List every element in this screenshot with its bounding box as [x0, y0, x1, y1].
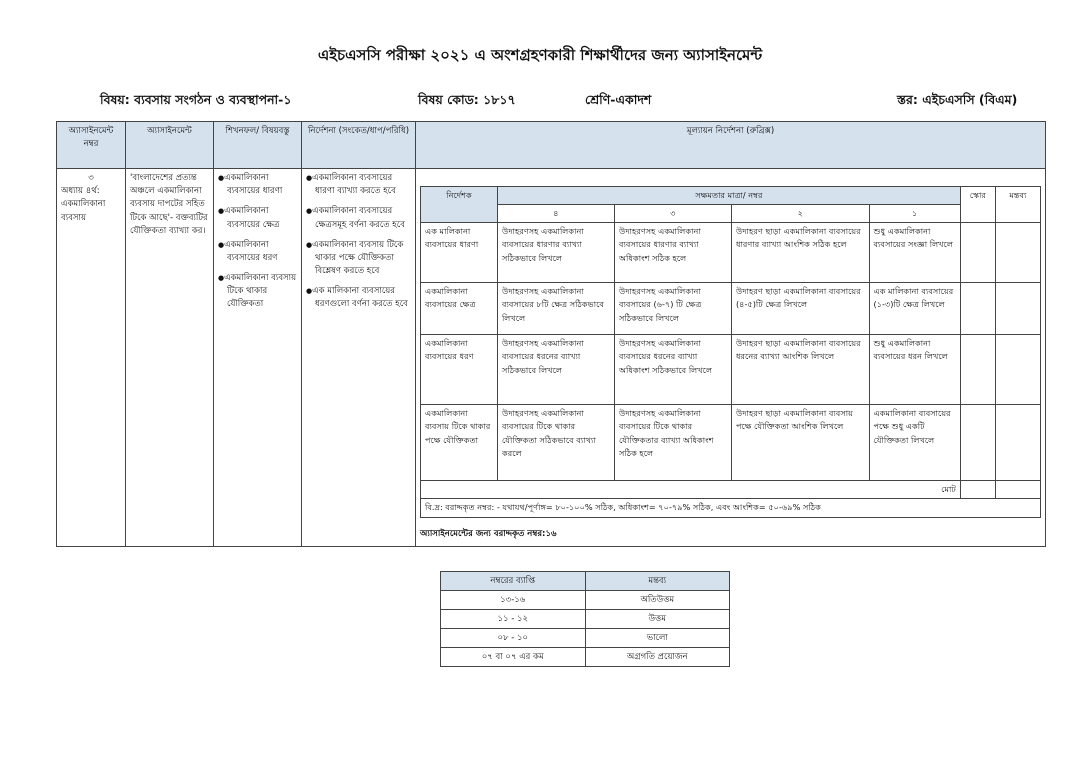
summary-remark: উত্তম — [585, 610, 730, 629]
remark-cell — [995, 335, 1040, 405]
rubric-cell-text: উদাহরণসহ একমালিকানা ব্যবসায়ের ৮টি ক্ষেত্র সঠিকভাবে লিখলে — [497, 283, 614, 335]
summary-row — [441, 629, 730, 648]
total-remark-cell — [995, 481, 1040, 499]
total-label: মোট — [421, 481, 961, 499]
summary-range: ০৮ - ১০ — [441, 629, 586, 648]
summary-range: ১১ - ১২ — [441, 610, 586, 629]
instruction-item: ● এক মালিকানা ব্যবসায়ের ধরণগুলো বর্ণনা করতে হবে — [306, 285, 411, 311]
header-rubric: মূল্যায়ন নির্দেশনা (রুব্রিক্স) — [416, 122, 1046, 169]
remark-cell — [995, 223, 1040, 283]
assignment-table — [56, 121, 1046, 547]
rubric-cell-text: উদাহরণসহ একমালিকানা ব্যবসায়ের ধারণার ব্যাখ্যা সঠিকভাবে লিখলে — [497, 223, 614, 283]
rubric-cell-text: উদাহরণসহ একমালিকানা ব্যবসায়ের ধরনের ব্যাখ্যা সঠিকভাবে লিখলে — [497, 335, 614, 405]
rubric-indicator: একমালিকানা ব্যবসায়ের ক্ষেত্র — [421, 283, 498, 335]
summary-row — [441, 648, 730, 667]
score-summary-table — [440, 571, 730, 667]
assignment-text: 'বাংলাদেশের প্রত্যন্ত অঞ্চলে একমালিকানা ব্যবসায় দাপটের সহিত টিকে আছে'- বক্তব্যটির যৌক্তিকতা ব্যাখ্যা কর। — [126, 169, 214, 547]
learning-item: ● একমালিকানা ব্যবসায়ের ধরণ — [218, 239, 297, 265]
rubric-table — [420, 186, 1041, 518]
score-header: স্কোর — [960, 187, 995, 223]
rubric-indicator: একমালিকানা ব্যবসায়ের ধরণ — [421, 335, 498, 405]
learning-outcomes — [214, 169, 302, 547]
level-label: স্তর: এইচএসসি (বিএম) — [897, 92, 1018, 107]
assignment-number: ৩ — [88, 173, 94, 183]
summary-range-header: নম্বরের ব্যাপ্তি — [441, 572, 586, 591]
document-title: এইচএসসি পরীক্ষা ২০২১ এ অংশগ্রহণকারী শিক্ষার্থীদের জন্য অ্যাসাইনমেন্ট — [317, 46, 763, 64]
header-assignment: অ্যাসাইনমেন্ট — [126, 122, 214, 169]
summary-remark: অগ্রগতি প্রয়োজন — [585, 648, 730, 667]
rubric-cell-text: শুধু একমালিকানা ব্যবসায়ের সংজ্ঞা লিখলে — [869, 223, 960, 283]
rubric-cell-text: উদাহরণ ছাড়া একমালিকানা ব্যবসায়ের ধারণার ব্যাখ্যা আংশিক সঠিক হলে — [731, 223, 869, 283]
summary-remark: অতিউত্তম — [585, 591, 730, 610]
rubric-cell-text: উদাহরণসহ একমালিকানা ব্যবসায়ের ধরনের ব্যাখ্যা অধিকাংশ সঠিকভাবে লিখলে — [614, 335, 731, 405]
instruction-item: ● একমালিকানা ব্যবসায়ের ধারণা ব্যাখ্যা করতে হবে — [306, 172, 411, 198]
score-cell — [960, 335, 995, 405]
level-3: ৩ — [614, 205, 731, 223]
level-2: ২ — [731, 205, 869, 223]
marks-note: বি.দ্র: বরাদ্দকৃত নম্বর: - যথাযথ/পূর্ণাঙ্গ= ৮০-১০০% সঠিক, অধিকাংশ= ৭০-৭৯% সঠিক, এবং আংশিক= ৫০-৬৯% সঠিক — [421, 499, 1041, 517]
rubric-cell-text: উদাহরণসহ একমালিকানা ব্যবসায়ের টিকে থাকার যৌক্তিকতা সঠিকভাবে ব্যাখ্যা করলে — [497, 405, 614, 481]
summary-range: ০৭ বা ০৭ এর কম — [441, 648, 586, 667]
remark-header: মন্তব্য — [995, 187, 1040, 223]
assignment-number-cell — [57, 169, 126, 547]
class-label: শ্রেণি-একাদশ — [585, 92, 652, 107]
rubric-cell-text: এক মালিকানা ব্যবসায়ের (১-৩)টি ক্ষেত্র লিখলে — [869, 283, 960, 335]
learning-item: ● একমালিকানা ব্যবসায়ের ক্ষেত্র — [218, 205, 297, 231]
rubric-cell-text: উদাহরণ ছাড়া একমালিকানা ব্যবসায় পক্ষে যৌক্তিকতা আংশিক লিখলে — [731, 405, 869, 481]
level-4: ৪ — [497, 205, 614, 223]
rubric-cell-text: উদাহরণসহ একমালিকানা ব্যবসায়ের (৬-৭) টি ক্ষেত্র সঠিকভাবে লিখলে — [614, 283, 731, 335]
instruction-item: ● একমালিকানা ব্যবসায়ের ক্ষেত্রসমূহ বর্ণনা করতে হবে — [306, 205, 411, 231]
summary-row — [441, 591, 730, 610]
learning-item: ● একমালিকানা ব্যবসায়ের ধারণা — [218, 172, 297, 198]
header-instruction: নির্দেশনা (সংকেত/ধাপ/পরিধি) — [302, 122, 416, 169]
indicator-header: নির্দেশক — [421, 187, 498, 223]
score-cell — [960, 405, 995, 481]
learning-item: ● একমালিকানা ব্যবসায় টিকে থাকার যৌক্তিকতা — [218, 272, 297, 312]
levels-header: সক্ষমতার মাত্রা/ নম্বর — [497, 187, 960, 205]
summary-range: ১৩-১৬ — [441, 591, 586, 610]
instruction-item: ● একমালিকানা ব্যবসায় টিকে থাকার পক্ষে যৌক্তিকতা বিশ্লেষণ করতে হবে — [306, 239, 411, 279]
header-learning: শিখনফল/ বিষয়বস্তু — [214, 122, 302, 169]
summary-remark-header: মন্তব্য — [585, 572, 730, 591]
rubric-cell-text: উদাহরণসহ একমালিকানা ব্যবসায়ের টিকে থাকার যৌক্তিকতার ব্যাখ্যা অধিকাংশ সঠিক হলে — [614, 405, 731, 481]
allocated-marks: অ্যাসাইনমেন্টের জন্য বরাদ্দকৃত নম্বর:১৬ — [420, 528, 557, 539]
subject-label: বিষয়: ব্যবসায় সংগঠন ও ব্যবস্থাপনা-১ — [100, 92, 292, 107]
rubric-cell-text: উদাহরণ ছাড়া একমালিকানা ব্যবসায়ের (৪-৫)টি ক্ষেত্র লিখলে — [731, 283, 869, 335]
chapter-label: অধ্যায় ৪র্থ: একমালিকানা ব্যবসায় — [61, 186, 106, 223]
rubric-indicator: একমালিকানা ব্যবসায় টিকে থাকার পক্ষে যৌক্তিকতা — [421, 405, 498, 481]
header-assignment-no: অ্যাসাইনমেন্ট নম্বর — [57, 122, 126, 169]
rubric-cell-text: শুধু একমালিকানা ব্যবসায়ের ধরন লিখলে — [869, 335, 960, 405]
rubric-cell — [416, 169, 1046, 547]
rubric-cell-text: উদাহরণ ছাড়া একমালিকানা ব্যবসায়ের ধরনের ব্যাখ্যা আংশিক লিখলে — [731, 335, 869, 405]
rubric-cell-text: একমালিকানা ব্যবসায়ের পক্ষে শুধু একটি যৌক্তিকতা লিখলে — [869, 405, 960, 481]
summary-remark: ভালো — [585, 629, 730, 648]
score-cell — [960, 283, 995, 335]
instructions — [302, 169, 416, 547]
score-cell — [960, 223, 995, 283]
level-1: ১ — [869, 205, 960, 223]
rubric-cell-text: উদাহরণসহ একমালিকানা ব্যবসায়ের ধারণার ব্যাখ্যা অধিকাংশ সঠিক হলে — [614, 223, 731, 283]
total-score-cell — [960, 481, 995, 499]
remark-cell — [995, 405, 1040, 481]
summary-row — [441, 610, 730, 629]
remark-cell — [995, 283, 1040, 335]
rubric-indicator: এক মালিকানা ব্যবসায়ের ধারণা — [421, 223, 498, 283]
subject-code: বিষয় কোড: ১৮১৭ — [418, 92, 516, 107]
